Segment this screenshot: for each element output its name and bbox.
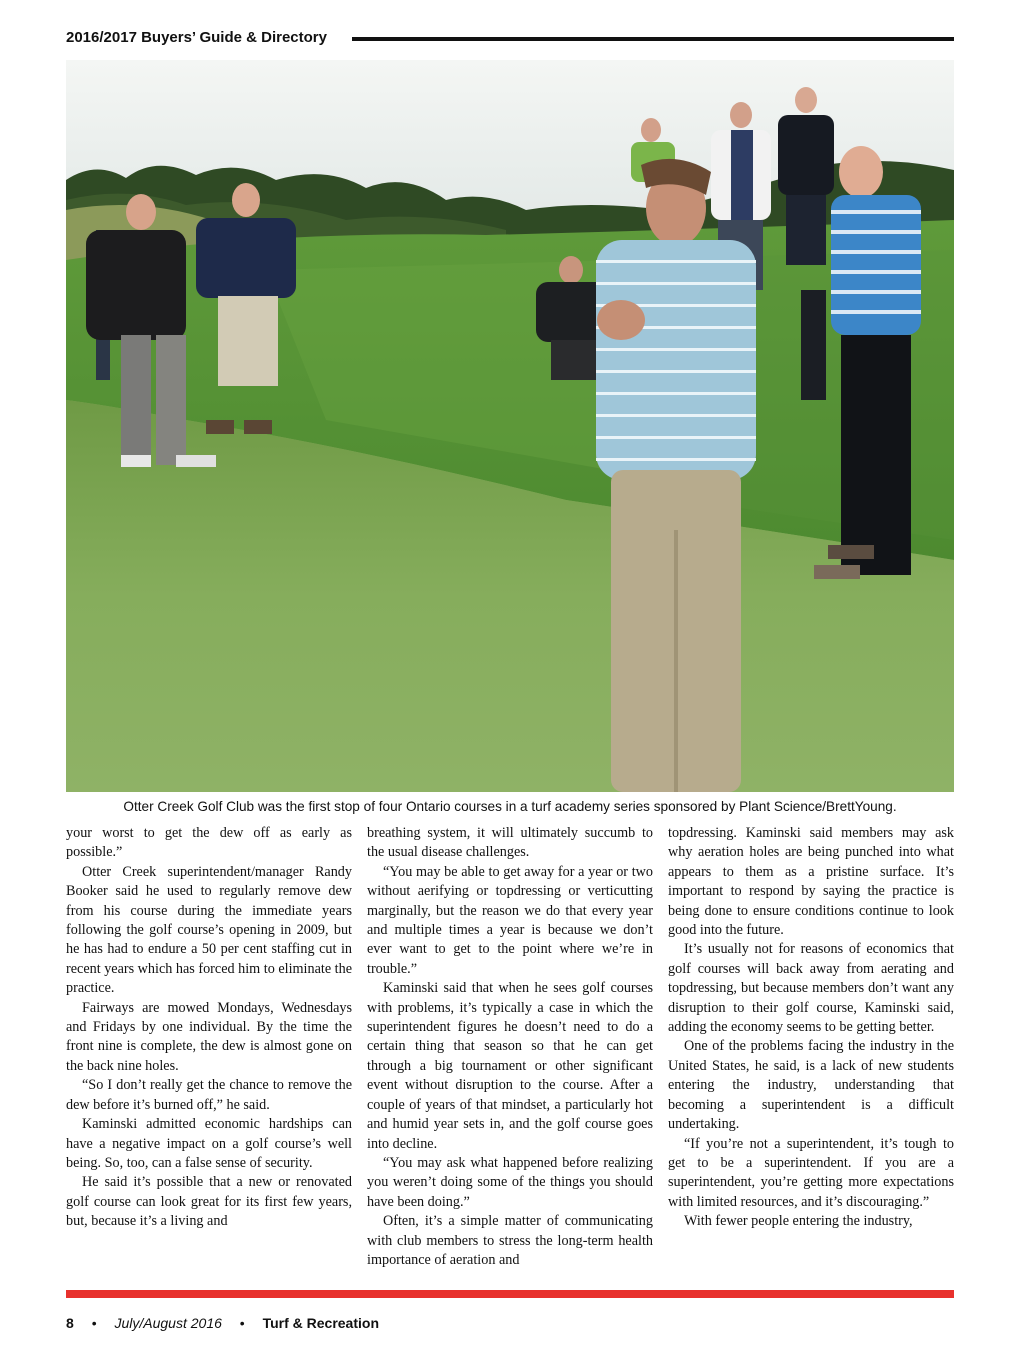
- page-number: 8: [66, 1315, 74, 1331]
- issue-date: July/August 2016: [114, 1315, 222, 1331]
- paragraph: Otter Creek superintendent/manager Randy Booker said he used to regularly remove dew from his course during the immediate years following the golf course’s opening in 2009, but he has had to endure a 50 per cent staffing cut in recent years which has forced him to eliminate the practice.: [66, 863, 352, 997]
- paragraph: topdressing. Kaminski said members may ask why aeration holes are being punched into what appears to them as a pristine surface. It’s important to respond by saying the practice is being done to ensure conditions continue to look good into the future.: [668, 825, 954, 939]
- paragraph: “You may be able to get away for a year or two without aerifying or topdressing or verticutting marginally, but the reason we do that every year and multiple times a year is because we don’t ever want to get to the point where we’re in trouble.”: [367, 863, 653, 977]
- paragraph: Fairways are mowed Mondays, Wednesdays and Fridays by one individual. By the time the front nine is complete, the dew is almost gone on the back nine holes.: [66, 999, 352, 1074]
- paragraph: Kaminski admitted economic hardships can have a negative impact on a golf course’s well being. So, too, can a false sense of security.: [66, 1116, 352, 1171]
- paragraph: breathing system, it will ultimately succumb to the usual disease challenges.: [367, 825, 653, 861]
- paragraph: With fewer people entering the industry,: [684, 1213, 913, 1230]
- publication-name: Turf & Recreation: [262, 1315, 380, 1331]
- paragraph: “You may ask what happened before realizing you weren’t doing some of the things you should have been doing.”: [367, 1154, 653, 1210]
- footer-rule: [66, 1290, 954, 1298]
- article-column-3: [668, 824, 954, 1274]
- paragraph: “If you’re not a superintendent, it’s tough to get to be a superintendent. If you are a superintendent, you’re getting more expectations with limited resources, and it’s discouraging.”: [668, 1135, 954, 1210]
- article-photo: [66, 60, 954, 792]
- paragraph: It’s usually not for reasons of economics that golf courses will back away from aerating and topdressing, but because members don’t want any disruption to their golf course, Kaminski said, adding the economy seems to be getting better.: [668, 941, 954, 1036]
- paragraph: your worst to get the dew off as early as possible.”: [66, 825, 352, 861]
- article-column-2: [367, 824, 653, 1274]
- article-column-1: [66, 824, 352, 1274]
- page-footer: [66, 1314, 379, 1334]
- photo-caption: Otter Creek Golf Club was the first stop of four Ontario courses in a turf academy series sponsored by Plant Science/BrettYoung.: [123, 799, 897, 814]
- section-title: 2016/2017 Buyers’ Guide & Directory: [66, 29, 327, 46]
- footer-separator: •: [91, 1315, 97, 1331]
- header-rule: [352, 37, 954, 41]
- paragraph: Often, it’s a simple matter of communicating with club members to stress the long-term health importance of aeration and: [367, 1213, 653, 1268]
- paragraph: He said it’s possible that a new or renovated golf course can look great for its first few years, but, because it’s a living and: [66, 1174, 352, 1230]
- running-header: [66, 28, 954, 50]
- paragraph: Kaminski said that when he sees golf courses with problems, it’s typically a case in which the superintendent figures he doesn’t need to do a certain thing that season so that he can get through a big tournament or other significant event without disruption to the course. After a couple of years of that mindset, a particularly hot and humid year sets in, and the golf course goes into decline.: [367, 980, 653, 1152]
- golf-course-photo: [66, 60, 954, 792]
- paragraph: “So I don’t really get the chance to remove the dew before it’s burned off,” he said.: [66, 1077, 352, 1113]
- footer-separator: •: [239, 1315, 245, 1331]
- paragraph: One of the problems facing the industry in the United States, he said, is a lack of new students entering the industry, understanding that becoming a superintendent is a difficult undertaking.: [668, 1038, 954, 1133]
